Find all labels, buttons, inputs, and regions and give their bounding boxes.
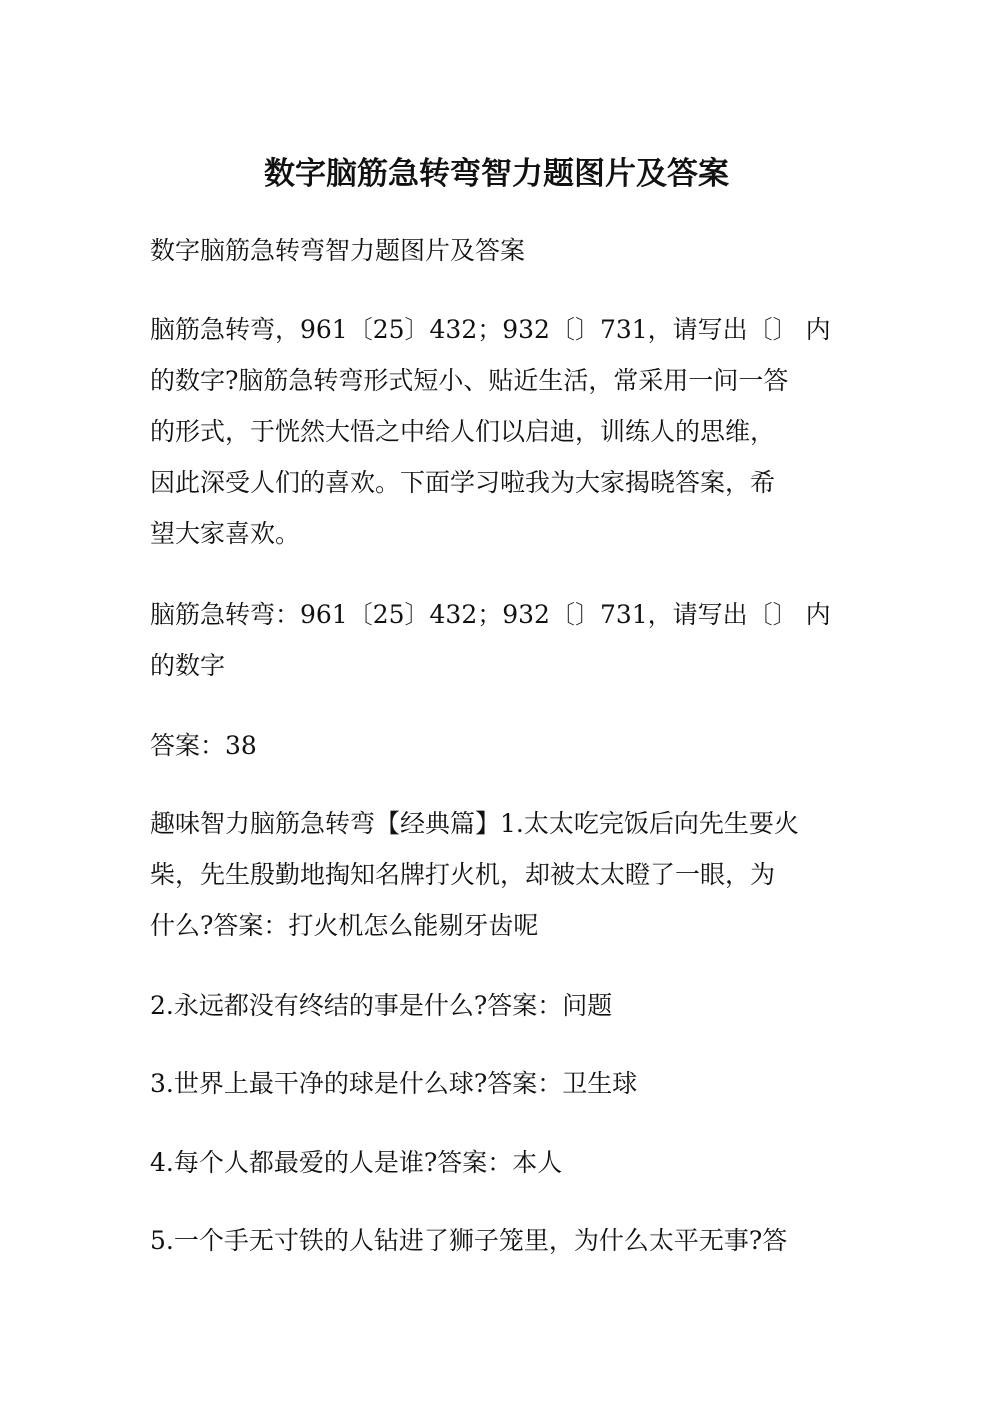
riddle-4-paragraph: 4.每个人都最爱的人是谁?答案：本人: [150, 1148, 563, 1177]
riddle-2-paragraph: 2.永远都没有终结的事是什么?答案：问题: [150, 991, 613, 1020]
riddle-3-paragraph: 3.世界上最干净的球是什么球?答案：卫生球: [150, 1069, 638, 1098]
page-title: 数字脑筋急转弯智力题图片及答案: [264, 156, 729, 192]
riddle-answer-paragraph: 答案：38: [150, 731, 257, 760]
riddle-1-paragraph: 趣味智力脑筋急转弯【经典篇】1.太太吃完饭后向先生要火 柴，先生殷勤地掏知名牌打火机，却被太太瞪了一眼，为 什么?答案：打火机怎么能剔牙齿呢: [150, 809, 799, 940]
subtitle-paragraph: 数字脑筋急转弯智力题图片及答案: [150, 236, 526, 265]
riddle-5-paragraph: 5.一个手无寸铁的人钻进了狮子笼里，为什么太平无事?答: [150, 1226, 788, 1255]
riddle-question-paragraph: 脑筋急转弯：961〔25〕432；932〔〕731，请写出〔〕 内 的数字: [150, 600, 831, 680]
intro-paragraph: 脑筋急转弯，961〔25〕432；932〔〕731，请写出〔〕 内 的数字?脑筋急转弯形式短小、贴近生活，常采用一问一答 的形式，于恍然大悟之中给人们以启迪，训练人的思维， 因此深受人们的喜欢。下面学习啦我为大家揭晓答案，希 望大家喜欢。: [150, 315, 831, 548]
